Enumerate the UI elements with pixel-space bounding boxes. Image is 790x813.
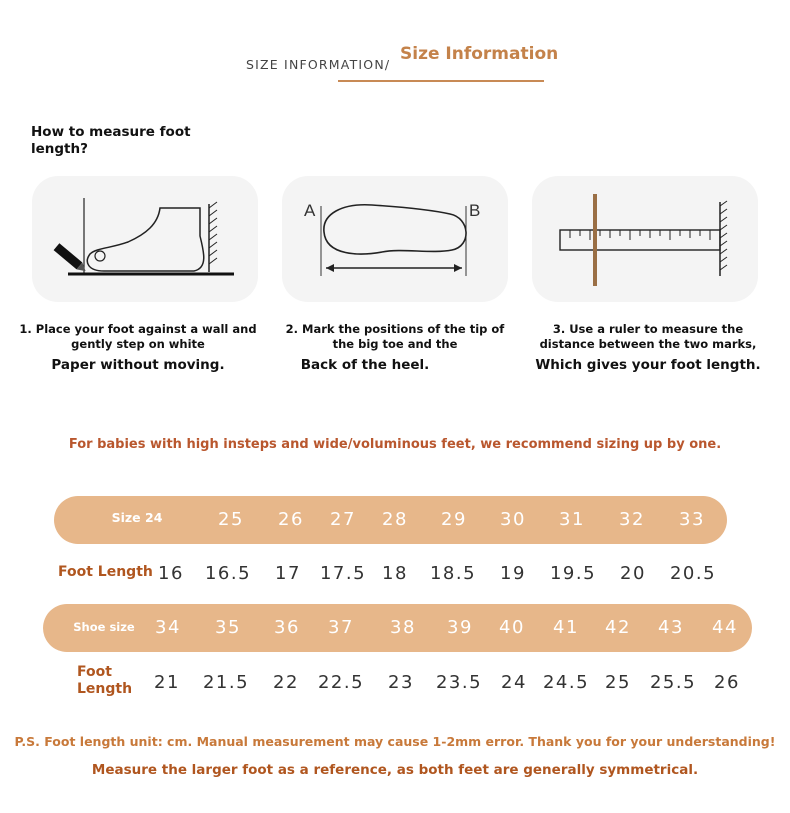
- header-subtitle: SIZE INFORMATION/: [246, 57, 391, 72]
- foot-length-row-2: [0, 672, 790, 696]
- step2-illustration-card: [282, 176, 508, 302]
- step1-text: 1. Place your foot against a wall and gently step on white: [19, 322, 257, 351]
- foot-length-label-2: Foot Length: [77, 664, 133, 697]
- length-cell: 23: [388, 672, 414, 693]
- size-row-2: [43, 604, 752, 652]
- size-cell: 25: [218, 509, 244, 530]
- length-cell: 23.5: [435, 672, 483, 693]
- length-cell: 16: [158, 563, 184, 584]
- length-cell: 26: [714, 672, 740, 693]
- size-cell: 35: [215, 617, 241, 638]
- size-cell: 26: [278, 509, 304, 530]
- length-cell: 19.5: [549, 563, 597, 584]
- foot-length-row-1: [0, 563, 790, 587]
- length-cell: 17: [275, 563, 301, 584]
- size-cell: 44: [712, 617, 738, 638]
- size-cell: 39: [447, 617, 473, 638]
- size-cell: 28: [382, 509, 408, 530]
- size-cell: 34: [155, 617, 181, 638]
- size-cell: 31: [559, 509, 585, 530]
- length-cell: 18: [382, 563, 408, 584]
- mark-b-label: B: [469, 201, 481, 220]
- size-cell: 37: [328, 617, 354, 638]
- length-cell: 21.5: [202, 672, 250, 693]
- ruler-icon: [532, 176, 758, 302]
- title-underline: [338, 80, 544, 82]
- size-cell: 38: [390, 617, 416, 638]
- length-cell: 18.5: [429, 563, 477, 584]
- page-title: Size Information: [400, 44, 559, 64]
- size-cell: 43: [658, 617, 684, 638]
- footprint-outline-icon: [282, 176, 508, 302]
- sizing-recommendation: For babies with high insteps and wide/voluminous feet, we recommend sizing up by one.: [68, 437, 722, 452]
- size-row-label: Size 24: [111, 510, 163, 525]
- length-cell: 22: [273, 672, 299, 693]
- length-cell: 22.5: [317, 672, 365, 693]
- length-cell: 24: [501, 672, 527, 693]
- length-cell: 20: [620, 563, 646, 584]
- how-to-measure-heading: How to measure foot length?: [31, 124, 191, 157]
- step1-illustration-card: [32, 176, 258, 302]
- length-cell: 21: [154, 672, 180, 693]
- size-cell: 29: [441, 509, 467, 530]
- length-cell: 25: [605, 672, 631, 693]
- size-cell: 36: [274, 617, 300, 638]
- length-cell: 17.5: [319, 563, 367, 584]
- step2-text: 2. Mark the positions of the tip of the big toe and the: [285, 322, 505, 351]
- length-cell: 20.5: [669, 563, 717, 584]
- foot-length-label: Foot Length: [58, 564, 153, 580]
- step1-subtext: Paper without moving.: [51, 357, 225, 373]
- step3-text: 3. Use a ruler to measure the distance between the two marks,: [539, 322, 757, 351]
- size-cell: 32: [619, 509, 645, 530]
- step3-illustration-card: [532, 176, 758, 302]
- length-cell: 24.5: [542, 672, 590, 693]
- length-cell: 25.5: [649, 672, 697, 693]
- size-cell: 33: [679, 509, 705, 530]
- unit-note: P.S. Foot length unit: cm. Manual measurement may cause 1-2mm error. Thank you for your understanding!: [14, 734, 776, 749]
- mark-a-label: A: [304, 201, 316, 220]
- size-cell: 40: [499, 617, 525, 638]
- size-cell: 30: [500, 509, 526, 530]
- size-cell: 41: [553, 617, 579, 638]
- size-cell: 42: [605, 617, 631, 638]
- foot-against-wall-icon: [32, 176, 258, 302]
- step2-subtext: Back of the heel.: [300, 357, 430, 373]
- measurement-tip: Measure the larger foot as a reference, as both feet are generally symmetrical.: [91, 762, 699, 778]
- step3-subtext: Which gives your foot length.: [535, 357, 761, 373]
- size-cell: 27: [330, 509, 356, 530]
- length-cell: 16.5: [204, 563, 252, 584]
- size-row-1: [54, 496, 727, 544]
- length-cell: 19: [500, 563, 526, 584]
- shoe-size-label: Shoe size: [73, 620, 135, 634]
